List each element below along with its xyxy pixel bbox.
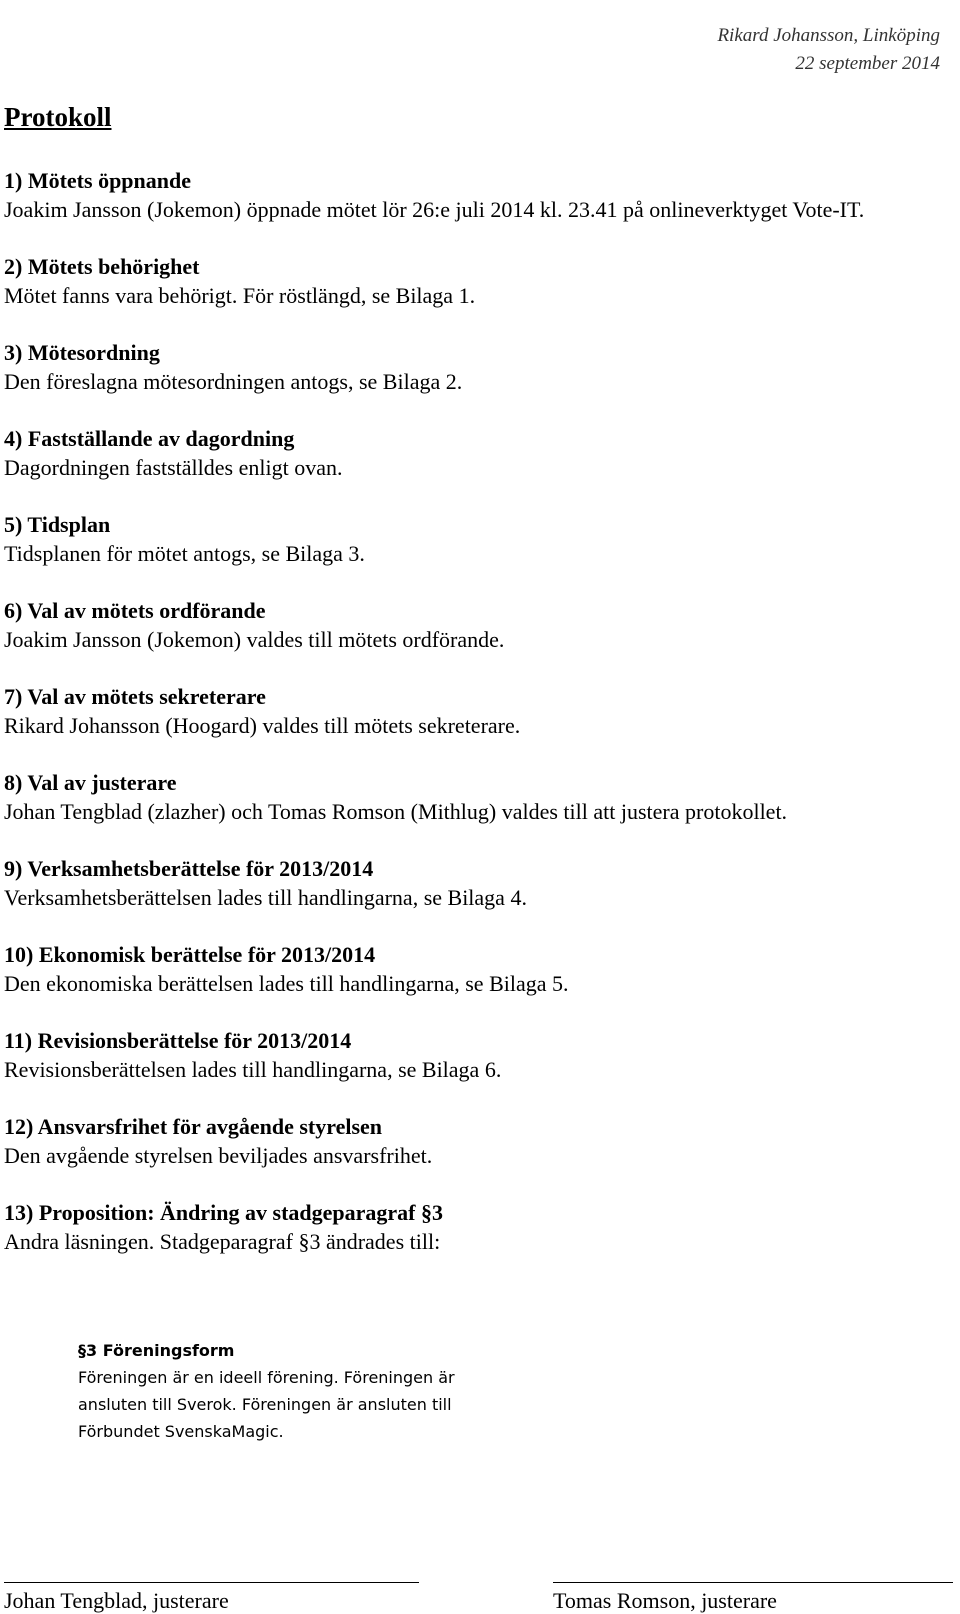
section-body: Joakim Jansson (Jokemon) öppnade mötet lör 26:e juli 2014 kl. 23.41 på onlineverktyget Vote-IT. [4, 197, 865, 222]
section-11 [4, 1026, 944, 1084]
section-heading: 11) Revisionsberättelse för 2013/2014 [4, 1028, 352, 1053]
section-body: Verksamhetsberättelsen lades till handlingarna, se Bilaga 4. [4, 885, 527, 910]
header-author: Rikard Johansson, Linköping [717, 25, 940, 46]
section-heading: 13) Proposition: Ändring av stadgeparagraf §3 [4, 1200, 443, 1225]
section-body: Joakim Jansson (Jokemon) valdes till mötets ordförande. [4, 627, 505, 652]
section-body: Den avgående styrelsen beviljades ansvarsfrihet. [4, 1143, 433, 1168]
section-heading: 1) Mötets öppnande [4, 168, 192, 193]
section-heading: 10) Ekonomisk berättelse för 2013/2014 [4, 942, 376, 967]
section-9 [4, 854, 944, 912]
section-body: Johan Tengblad (zlazher) och Tomas Romson (Mithlug) valdes till att justera protokollet. [4, 799, 788, 824]
section-10 [4, 940, 944, 998]
protocol-sections [4, 166, 944, 1284]
signature-name-right: Tomas Romson, justerare [553, 1588, 777, 1613]
section-body: Tidsplanen för mötet antogs, se Bilaga 3. [4, 541, 365, 566]
section-heading: 8) Val av justerare [4, 770, 177, 795]
section-body: Andra läsningen. Stadgeparagraf §3 ändrades till: [4, 1229, 441, 1254]
section-1 [4, 166, 944, 224]
signature-name-left: Johan Tengblad, justerare [4, 1588, 229, 1613]
section-heading: 3) Mötesordning [4, 340, 160, 365]
section-heading: 5) Tidsplan [4, 512, 111, 537]
amended-paragraph-line: ansluten till Sverok. Föreningen är ansluten till [78, 1395, 452, 1414]
section-heading: 2) Mötets behörighet [4, 254, 200, 279]
section-2 [4, 252, 944, 310]
section-body: Rikard Johansson (Hoogard) valdes till mötets sekreterare. [4, 713, 521, 738]
section-8 [4, 768, 944, 826]
amended-paragraph-heading: §3 Föreningsform [78, 1341, 235, 1360]
section-12 [4, 1112, 944, 1170]
section-heading: 12) Ansvarsfrihet för avgående styrelsen [4, 1114, 383, 1139]
section-3 [4, 338, 944, 396]
section-body: Den ekonomiska berättelsen lades till handlingarna, se Bilaga 5. [4, 971, 569, 996]
header-date: 22 september 2014 [795, 53, 940, 74]
signature-line-right [553, 1582, 953, 1583]
section-body: Revisionsberättelsen lades till handlingarna, se Bilaga 6. [4, 1057, 502, 1082]
section-heading: 6) Val av mötets ordförande [4, 598, 266, 623]
section-5 [4, 510, 944, 568]
section-body: Mötet fanns vara behörigt. För röstlängd, se Bilaga 1. [4, 283, 476, 308]
section-4 [4, 424, 944, 482]
document-title: Protokoll [4, 102, 112, 132]
amended-paragraph [78, 1337, 455, 1445]
document-header [717, 22, 940, 78]
section-6 [4, 596, 944, 654]
amended-paragraph-line: Förbundet SvenskaMagic. [78, 1422, 284, 1441]
section-body: Den föreslagna mötesordningen antogs, se Bilaga 2. [4, 369, 463, 394]
section-heading: 4) Fastställande av dagordning [4, 426, 295, 451]
section-body: Dagordningen fastställdes enligt ovan. [4, 455, 343, 480]
section-heading: 9) Verksamhetsberättelse för 2013/2014 [4, 856, 374, 881]
signature-line-left [4, 1582, 419, 1583]
amended-paragraph-line: Föreningen är en ideell förening. Föreningen är [78, 1368, 455, 1387]
section-13 [4, 1198, 944, 1256]
section-heading: 7) Val av mötets sekreterare [4, 684, 266, 709]
section-7 [4, 682, 944, 740]
